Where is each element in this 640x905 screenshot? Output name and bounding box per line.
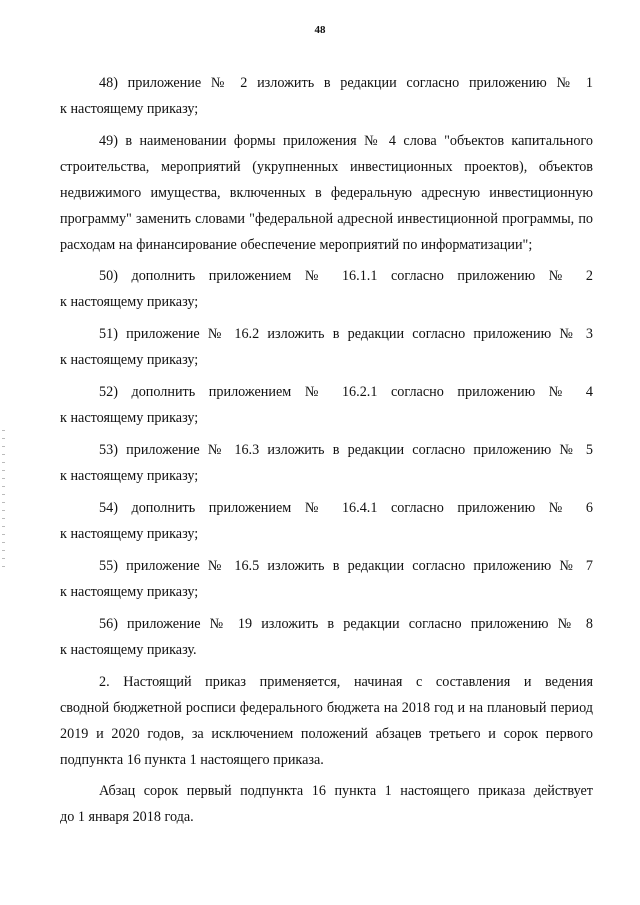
paragraph-continuation: к настоящему приказу.: [60, 642, 197, 658]
paragraph-first-line: 55) приложение № 16.5 изложить в редакции согласно приложению № 7: [99, 558, 593, 574]
scan-binder-marks: [2, 430, 5, 570]
document-body: [60, 70, 593, 836]
paragraph-continuation: к настоящему приказу;: [60, 526, 199, 542]
paragraph-first-line: 2. Настоящий приказ применяется, начиная с составления и ведения: [99, 674, 593, 690]
paragraph-first-line: 51) приложение № 16.2 изложить в редакции согласно приложению № 3: [99, 326, 593, 342]
paragraph-item-48: [60, 70, 593, 122]
paragraph-continuation: строительства, мероприятий (укрупненных инвестиционных проектов), объектов недвижимого имущества, включенных в федеральную адресную инвестиционную программу" заменить словами "федеральной адресной инвестиционной программы, по расходам на финансирование обеспечение мероприятий по информатизации";: [60, 159, 593, 253]
paragraph-continuation: сводной бюджетной росписи федерального бюджета на 2018 год и на плановый период 2019 и 2020 годов, за исключением положений абзацев третьего и сорок первого подпункта 16 пункта 1 настоящего приказа.: [60, 700, 593, 768]
paragraph-item-54: [60, 495, 593, 547]
paragraph-continuation: к настоящему приказу;: [60, 101, 199, 117]
paragraph-first-line: 54) дополнить приложением № 16.4.1 согласно приложению № 6: [99, 500, 593, 516]
page-number: 48: [314, 24, 326, 36]
paragraph-first-line: 50) дополнить приложением № 16.1.1 согласно приложению № 2: [99, 268, 593, 284]
paragraph-effective-date: [60, 778, 593, 830]
paragraph-item-56: [60, 611, 593, 663]
paragraph-first-line: 56) приложение № 19 изложить в редакции согласно приложению № 8: [99, 616, 593, 632]
paragraph-first-line: 53) приложение № 16.3 изложить в редакции согласно приложению № 5: [99, 442, 593, 458]
paragraph-item-53: [60, 437, 593, 489]
paragraph-continuation: к настоящему приказу;: [60, 584, 199, 600]
paragraph-continuation: к настоящему приказу;: [60, 410, 199, 426]
paragraph-continuation: к настоящему приказу;: [60, 468, 199, 484]
paragraph-item-52: [60, 379, 593, 431]
paragraph-first-line: 52) дополнить приложением № 16.2.1 согласно приложению № 4: [99, 384, 593, 400]
paragraph-first-line: Абзац сорок первый подпункта 16 пункта 1 настоящего приказа действует: [99, 783, 593, 799]
paragraph-first-line: 49) в наименовании формы приложения № 4 слова "объектов капитального: [99, 133, 593, 149]
paragraph-continuation: до 1 января 2018 года.: [60, 809, 194, 825]
paragraph-item-55: [60, 553, 593, 605]
paragraph-item-50: [60, 263, 593, 315]
paragraph-item-49: [60, 128, 593, 258]
paragraph-continuation: к настоящему приказу;: [60, 352, 199, 368]
paragraph-continuation: к настоящему приказу;: [60, 294, 199, 310]
paragraph-item-51: [60, 321, 593, 373]
paragraph-section-2: [60, 669, 593, 773]
paragraph-first-line: 48) приложение № 2 изложить в редакции согласно приложению № 1: [99, 75, 593, 91]
